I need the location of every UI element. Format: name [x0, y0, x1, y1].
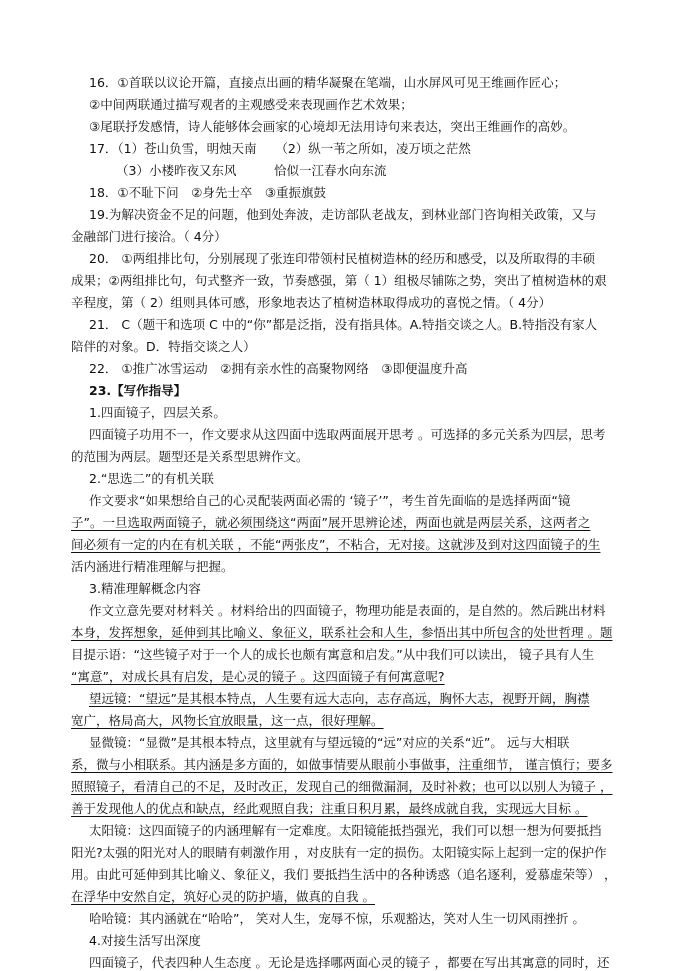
section-heading: 23.【写作指导】	[89, 383, 187, 398]
text-line: 3.精准理解概念内容	[89, 581, 201, 596]
text-line: 作文立意先要对材料关 。材料给出的四面镜子，物理功能是表面的，是自然的。然后跳出材料	[89, 603, 606, 618]
text-line: 阳光?太强的阳光对人的眼睛有刺激作用 ，对皮肤有一定的损伤。太阳镜实际上起到一定的保护作	[71, 845, 607, 860]
text-line: 活内涵进行精准理解与把握。	[71, 559, 234, 574]
text-line: 显微镜：“显微”是其根本特点，这里就有与望远镜的“远”对应的关系“近”。 远与大相联	[89, 735, 570, 750]
text-line: ③尾联抒发感情，诗人能够体会画家的心境却无法用诗句来表达，突出王维画作的高妙。	[89, 119, 576, 134]
text-line: 18．①不耻下问 ②身先士卒 ③重振旗鼓	[89, 185, 327, 200]
text-line: 照照镜子，看清自己的不足，及时改正，发现自己的细微漏洞，及时补救；也可以以别人为镜子 ，	[71, 779, 613, 794]
text-line: 宽广，格局高大，风物长宜放眼量，这一点，很好理解。	[71, 713, 384, 728]
text-line: ②中间两联通过描写观者的主观感受来表现画作艺术效果；	[89, 97, 413, 112]
text-line: 子”。一旦选取两面镜子，就必须围绕这“两面”展开思辨论述，两面也就是两层关系，这两者之	[71, 515, 591, 530]
text-line: （3）小楼昨夜又东风 恰似一江春水向东流	[116, 163, 387, 178]
text-line: 辛程度，第（ 2）组则具体可感，形象地表达了植树造林取得成功的喜悦之情。（ 4分）	[71, 295, 552, 310]
text-line: 金融部门进行接洽。（ 4分）	[71, 229, 227, 244]
text-line: 作文要求“如果想给自己的心灵配装两面必需的 ‘镜子’”，考生首先面临的是选择两面“镜	[89, 493, 571, 508]
text-line: 在浮华中安然自定，筑好心灵的防护墙，做真的自我 。	[71, 889, 375, 904]
text-line: 22． ①推广冰雪运动 ②拥有亲水性的高聚物网络 ③即便温度升高	[89, 361, 468, 376]
text-line: 21． C（题干和选项 C 中的“你”都是泛指，没有指具体。A.特指交谈之人。B.特指没有家人	[89, 317, 598, 332]
text-line: 间必须有一定的内在有机关联 ，不能“两张皮”，不粘合，无对接。这就涉及到对这四面镜子的生	[71, 537, 601, 552]
text-line: 善于发现他人的优点和缺点，经此观照自我；注重日积月累，最终成就自我，实现远大目标 。	[71, 801, 588, 816]
text-line: 哈哈镜：其内涵就在“哈哈”， 笑对人生，宠辱不惊，乐观豁达，笑对人生一切风雨挫折 。	[89, 911, 585, 926]
text-line: “寓意”，对成长具有启发，是心灵的镜子 。这四面镜子有何寓意呢?	[71, 669, 445, 684]
text-line: 4.对接生活写出深度	[89, 933, 201, 948]
text-line: 系，微与小相联系。其内涵是多方面的，如做事情要从眼前小事做事，注重细节， 谨言慎行；要多	[71, 757, 613, 772]
text-line: 目提示语：“这些镜子对于一个人的成长也颇有寓意和启发。”从中我们可以读出， 镜子具有人生	[71, 647, 595, 662]
text-line: 四面镜子功用不一，作文要求从这四面中选取两面展开思考 。可选择的多元关系为四层，思考	[89, 427, 606, 442]
text-line: 本身，发挥想象，延伸到其比喻义、象征义，联系社会和人生，参悟出其中所包含的处世哲理 。题	[71, 625, 613, 640]
text-line: 用。由此可延伸到其比喻义、象征义，我们 要抵挡生活中的各种诱惑（追名逐利，爱慕虚荣等） ，	[71, 867, 617, 882]
text-line: 19.为解决资金不足的问题，他到处奔波，走访部队老战友，到林业部门咨询相关政策，又与	[89, 207, 597, 222]
text-line: 陪伴的对象。D．特指交谈之人）	[71, 339, 256, 354]
text-line: 望远镜：“望远”是其根本特点，人生要有远大志向，志存高远，胸怀大志，视野开阔，胸襟	[89, 691, 590, 706]
text-line: 17．（1）苍山负雪，明烛天南 （2）纵一苇之所如，凌万顷之茫然	[89, 141, 471, 156]
text-line: 2.“思选二”的有机关联	[89, 471, 214, 486]
text-line: 16．①首联以议论开篇，直接点出画的精华凝聚在笔端，山水屏风可见王维画作匠心；	[89, 75, 567, 90]
text-line: 成果；②两组排比句，句式整齐一致，节奏感强，第（ 1）组极尽铺陈之势，突出了植树造林的艰	[71, 273, 607, 288]
text-line: 四面镜子，代表四种人生态度 。无论是选择哪两面心灵的镜子 ，都要在写出其寓意的同时，还	[89, 955, 610, 970]
text-line: 的范围为两层。题型还是关系型思辨作文。	[71, 449, 309, 464]
text-line: 太阳镜：这四面镜子的内涵理解有一定难度。太阳镜能抵挡强光，我们可以想一想为何要抵挡	[89, 823, 602, 838]
text-line: 1.四面镜子，四层关系。	[89, 405, 226, 420]
text-line: 20． ①两组排比句，分别展现了张连印带领村民植树造林的经历和感受，以及所取得的丰硕	[89, 251, 596, 266]
